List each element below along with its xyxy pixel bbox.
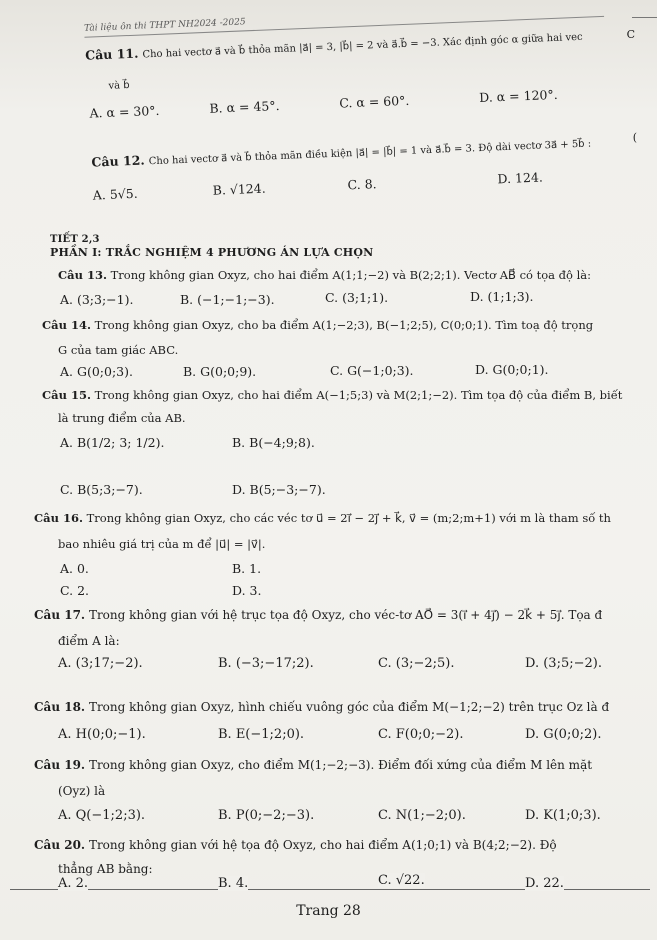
option-d: D. K(1;0;3). [525, 808, 601, 823]
question-15 [42, 388, 622, 402]
question-20 [34, 838, 557, 852]
option-d: D. (1;1;3). [470, 289, 534, 304]
option-b: B. B(−4;9;8). [232, 435, 315, 450]
option-d: D. 3. [232, 583, 262, 598]
question-stem-continued: điểm A là: [58, 634, 120, 648]
option-b: B. E(−1;2;0). [218, 727, 305, 742]
question-stem: Trong không gian với hệ trục tọa độ Oxyz, cho véc-tơ AO⃗ = 3(i⃗ + 4j⃗) − 2k⃗ + 5j⃗. Tọa đ [88, 608, 603, 622]
question-number: Câu 19. [34, 758, 86, 772]
option-a: A. H(0;0;−1). [58, 727, 146, 742]
question-number: Câu 20. [34, 838, 86, 852]
option-c: C. α = 60°. [339, 92, 410, 111]
question-number: Câu 16. [34, 511, 83, 525]
option-d: D. 22. [525, 876, 564, 891]
option-a: A. 0. [60, 561, 89, 576]
option-c: C. (3;1;1). [325, 290, 389, 305]
question-number: Câu 15. [42, 388, 91, 402]
option-d: D. α = 120°. [478, 86, 558, 105]
option-d: D. 124. [497, 169, 544, 187]
option-c: C. 8. [347, 176, 377, 193]
lesson-heading: TIẾT 2,3 [50, 234, 100, 245]
question-stem-continued: G của tam giác ABC. [58, 343, 179, 357]
option-d: D. (3;5;−2). [525, 656, 602, 671]
option-a: A. B(1/2; 3; 1/2). [60, 435, 165, 450]
question-stem: Trong không gian Oxyz, cho hai điểm A(1;1;−2) và B(2;2;1). Vectơ AB⃗ có tọa độ là: [110, 268, 591, 282]
option-b: B. 4. [218, 876, 249, 891]
question-17 [34, 608, 602, 622]
option-a: A. (3;17;−2). [58, 656, 143, 671]
option-a: A. 5√5. [92, 185, 138, 203]
part-heading: PHẦN I: TRẮC NGHIỆM 4 PHƯƠNG ÁN LỰA CHỌN [50, 246, 374, 259]
question-stem: Trong không gian Oxyz, cho hai điểm A(−1;5;3) và M(2;1;−2). Tìm tọa độ của điểm B, biết [94, 388, 623, 402]
question-number: Câu 18. [34, 700, 86, 714]
option-a: A. G(0;0;3). [60, 364, 133, 379]
question-16 [34, 511, 611, 525]
option-d: D. G(0;0;2). [525, 727, 602, 742]
option-d: D. B(5;−3;−7). [232, 482, 326, 497]
question-number: Câu 12. [91, 152, 146, 170]
option-b: B. (−3;−17;2). [218, 656, 314, 671]
question-stem: Trong không gian với hệ tọa độ Oxyz, cho hai điểm A(1;0;1) và B(4;2;−2). Độ [88, 838, 557, 852]
question-number: Câu 11. [84, 45, 139, 63]
question-stem: Cho hai vectơ a⃗ và b⃗ thỏa mãn điều kiện |a⃗| = |b⃗| = 1 và a⃗.b⃗ = 3. Độ dài vectơ 3a⃗ + 5b⃗ : [148, 138, 592, 168]
page-number: Trang 28 [296, 903, 361, 919]
option-c: C. 2. [60, 583, 89, 598]
question-number: Câu 14. [42, 318, 91, 332]
question-stem-continued: và b⃗ [108, 80, 130, 92]
question-stem-continued: thẳng AB bằng: [58, 862, 153, 876]
question-stem: Trong không gian Oxyz, cho ba điểm A(1;−2;3), B(−1;2;5), C(0;0;1). Tìm toạ độ trọng [94, 318, 594, 332]
option-a: A. α = 30°. [89, 102, 160, 121]
question-12 [91, 135, 591, 170]
question-stem-continued: (Oyz) là [58, 784, 106, 798]
document-header: Tài liệu ôn thi THPT NH2024 -2025 [83, 17, 246, 34]
question-stem: Trong không gian Oxyz, hình chiếu vuông góc của điểm M(−1;2;−2) trên trục Oz là đ [88, 700, 610, 714]
question-14 [42, 318, 593, 332]
question-stem-continued: bao nhiêu giá trị của m để |u⃗| = |v⃗|. [58, 537, 266, 551]
option-d: D. G(0;0;1). [475, 362, 549, 377]
option-c: C. G(−1;0;3). [330, 363, 414, 378]
option-a: A. Q(−1;2;3). [58, 808, 146, 823]
option-c: C. B(5;3;−7). [60, 482, 143, 497]
tilted-top-section [0, 0, 657, 243]
question-stem: Cho hai vectơ a⃗ và b⃗ thỏa mãn |a⃗| = 3, |b⃗| = 2 và a⃗.b⃗ = −3. Xác định góc α giữa hai vec [142, 31, 583, 61]
option-b: B. P(0;−2;−3). [218, 808, 315, 823]
option-c: C. (3;−2;5). [378, 656, 455, 671]
corner-fragment-1: C [626, 28, 635, 41]
option-c: C. N(1;−2;0). [378, 808, 466, 823]
option-b: B. (−1;−1;−3). [180, 292, 275, 307]
option-b: B. 1. [232, 561, 262, 576]
option-a: A. (3;3;−1). [60, 292, 134, 307]
question-18 [34, 700, 609, 714]
question-number: Câu 13. [58, 268, 107, 282]
corner-fragment-2: ( [632, 131, 637, 144]
option-b: B. √124. [212, 180, 266, 198]
question-number: Câu 17. [34, 608, 86, 622]
question-stem-continued: là trung điểm của AB. [58, 411, 186, 425]
option-b: B. α = 45°. [209, 98, 280, 116]
option-c: C. F(0;0;−2). [378, 727, 464, 742]
question-stem: Trong không gian Oxyz, cho điểm M(1;−2;−3). Điểm đối xứng của điểm M lên mặt [88, 758, 593, 772]
option-a: A. 2. [58, 876, 89, 891]
question-19 [34, 758, 592, 772]
question-stem: Trong không gian Oxyz, cho các véc tơ u⃗ = 2i⃗ − 2j⃗ + k⃗, v⃗ = (m;2;m+1) với m là tham số th [86, 511, 611, 525]
question-13 [58, 268, 591, 282]
option-b: B. G(0;0;9). [183, 364, 257, 379]
option-c: C. √22. [378, 873, 425, 888]
